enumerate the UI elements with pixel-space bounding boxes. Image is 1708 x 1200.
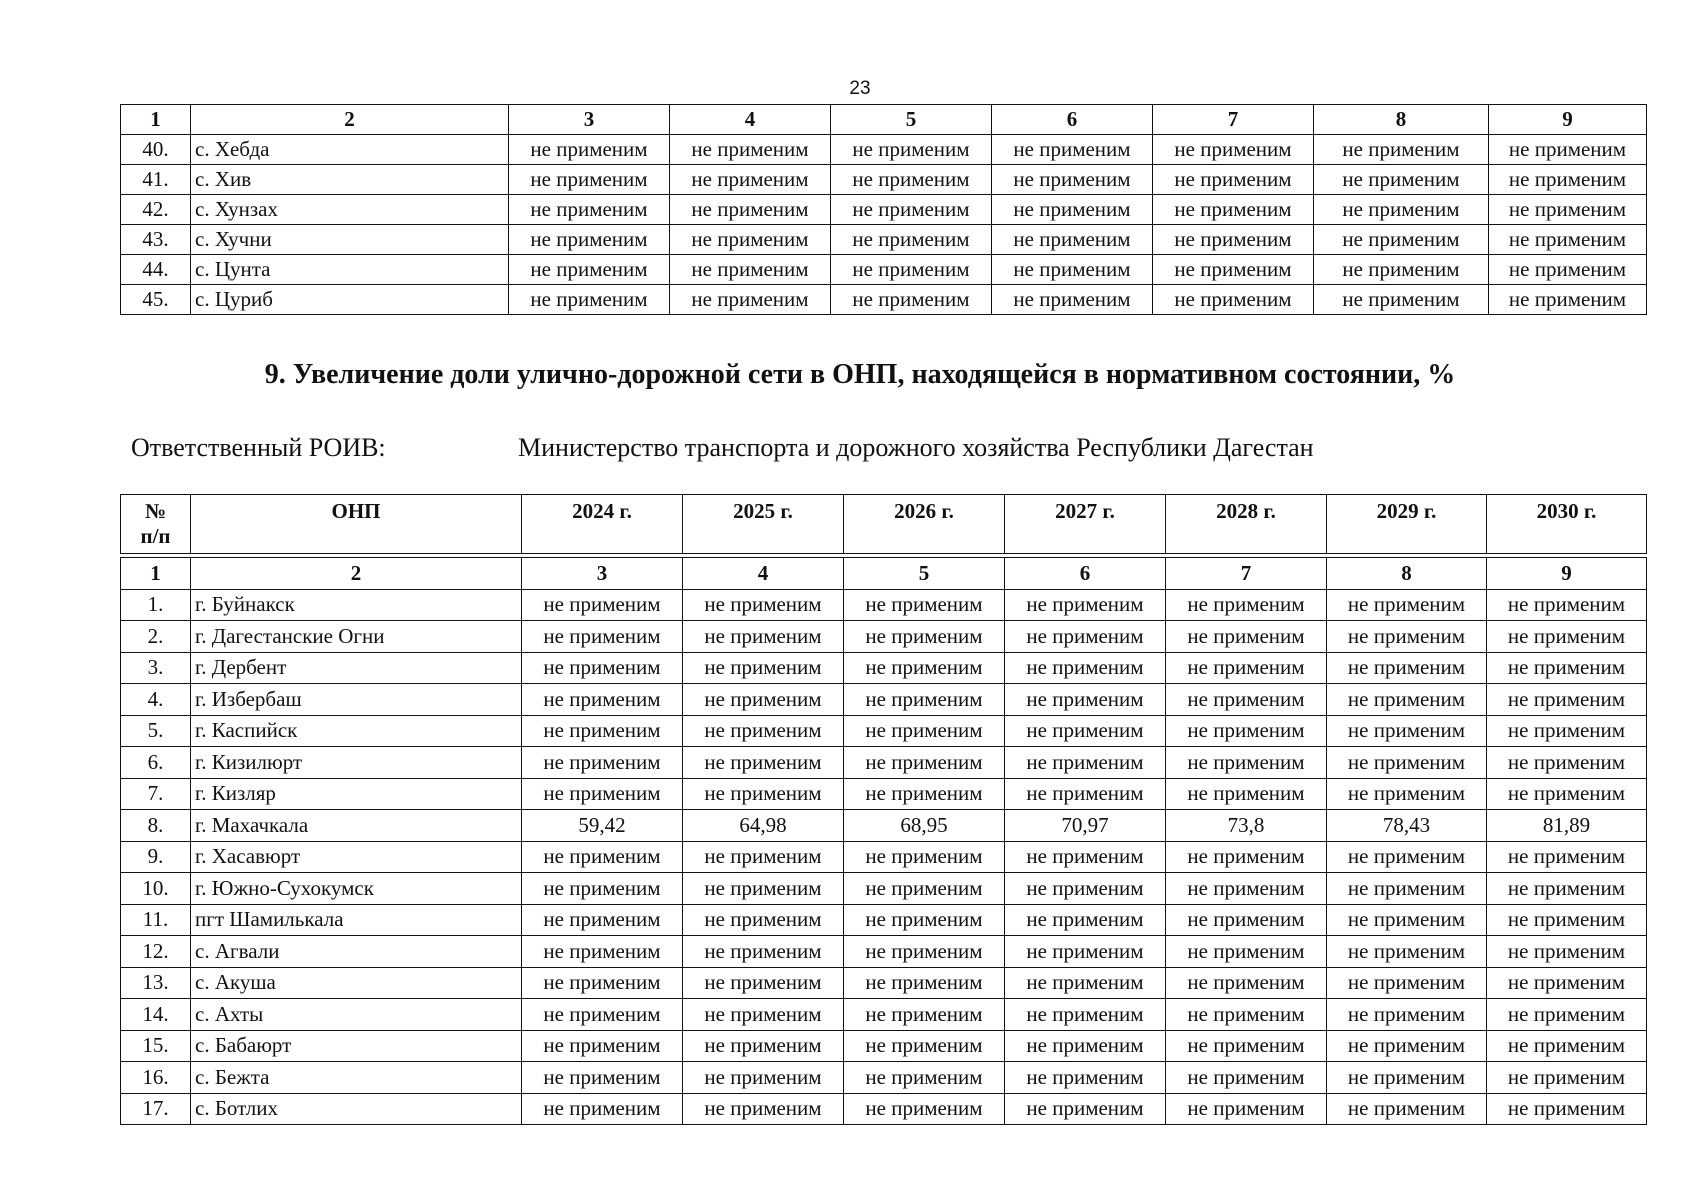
table-row (121, 621, 1647, 653)
table-row (121, 999, 1647, 1031)
value-cell: не применим (1327, 1062, 1487, 1094)
value-cell: не применим (683, 873, 844, 905)
value-cell: не применим (1489, 225, 1647, 255)
value-cell: не применим (670, 285, 831, 315)
table-row (121, 589, 1647, 621)
column-index-row (121, 558, 1647, 590)
settlement-name: с. Ботлих (191, 1093, 522, 1125)
value-cell: не применим (683, 684, 844, 716)
column-index-cell: 9 (1487, 558, 1647, 590)
value-cell: не применим (522, 778, 683, 810)
value-cell: не применим (1487, 778, 1647, 810)
settlement-name: г. Махачкала (191, 810, 522, 842)
value-cell: не применим (831, 255, 992, 285)
value-cell: не применим (844, 1093, 1005, 1125)
column-index-cell: 7 (1166, 558, 1327, 590)
value-cell: не применим (1153, 255, 1314, 285)
value-cell: не применим (1166, 747, 1327, 779)
value-cell: не применим (522, 715, 683, 747)
value-cell: не применим (683, 1030, 844, 1062)
value-cell: не применим (522, 999, 683, 1031)
settlement-name: г. Хасавюрт (191, 841, 522, 873)
value-cell: 78,43 (1327, 810, 1487, 842)
settlement-name: с. Хебда (191, 135, 509, 165)
value-cell: не применим (1327, 715, 1487, 747)
value-cell: не применим (1153, 135, 1314, 165)
value-cell: не применим (992, 195, 1153, 225)
value-cell: не применим (1005, 873, 1166, 905)
value-cell: 64,98 (683, 810, 844, 842)
value-cell: не применим (1166, 841, 1327, 873)
settlement-name: г. Кизилюрт (191, 747, 522, 779)
table-row (121, 255, 1647, 285)
value-cell: не применим (831, 165, 992, 195)
row-number: 3. (121, 652, 191, 684)
table-row (121, 715, 1647, 747)
value-cell: не применим (1005, 936, 1166, 968)
value-cell: не применим (522, 904, 683, 936)
value-cell: не применим (1327, 684, 1487, 716)
column-index-cell: 5 (844, 558, 1005, 590)
column-index-cell: 7 (1153, 105, 1314, 135)
value-cell: не применим (683, 936, 844, 968)
value-cell: не применим (670, 135, 831, 165)
row-number: 43. (121, 225, 191, 255)
settlement-name: пгт Шамилькала (191, 904, 522, 936)
value-cell: не применим (992, 165, 1153, 195)
value-cell: не применим (844, 936, 1005, 968)
column-header: № п/п (121, 495, 191, 554)
value-cell: не применим (1314, 255, 1489, 285)
settlement-name: г. Каспийск (191, 715, 522, 747)
settlement-name: г. Избербаш (191, 684, 522, 716)
value-cell: не применим (683, 715, 844, 747)
value-cell: не применим (831, 135, 992, 165)
value-cell: не применим (1487, 715, 1647, 747)
value-cell: не применим (522, 1093, 683, 1125)
value-cell: не применим (1489, 135, 1647, 165)
value-cell: не применим (509, 285, 670, 315)
value-cell: не применим (1005, 904, 1166, 936)
value-cell: не применим (1153, 225, 1314, 255)
settlement-name: с. Агвали (191, 936, 522, 968)
value-cell: не применим (522, 1062, 683, 1094)
value-cell: не применим (1327, 1093, 1487, 1125)
value-cell: 70,97 (1005, 810, 1166, 842)
value-cell: не применим (1487, 967, 1647, 999)
value-cell: не применим (1314, 135, 1489, 165)
column-header: 2025 г. (683, 495, 844, 554)
row-number: 8. (121, 810, 191, 842)
row-number: 14. (121, 999, 191, 1031)
row-number: 2. (121, 621, 191, 653)
value-cell: не применим (992, 135, 1153, 165)
table-row (121, 904, 1647, 936)
settlement-name: с. Бежта (191, 1062, 522, 1094)
value-cell: не применим (1487, 621, 1647, 653)
value-cell: не применим (831, 225, 992, 255)
value-cell: не применим (831, 285, 992, 315)
value-cell: не применим (1327, 841, 1487, 873)
value-cell: не применим (1005, 841, 1166, 873)
responsible-label: Ответственный РОИВ: (131, 433, 386, 462)
row-number: 5. (121, 715, 191, 747)
value-cell: не применим (844, 778, 1005, 810)
column-index-cell: 5 (831, 105, 992, 135)
table-row (121, 684, 1647, 716)
settlement-name: г. Дагестанские Огни (191, 621, 522, 653)
value-cell: не применим (1487, 1093, 1647, 1125)
settlement-name: г. Дербент (191, 652, 522, 684)
value-cell: не применим (1005, 999, 1166, 1031)
table-row (121, 841, 1647, 873)
value-cell: не применим (1327, 999, 1487, 1031)
main-table-header (120, 494, 1647, 554)
value-cell: не применим (1327, 747, 1487, 779)
value-cell: не применим (992, 255, 1153, 285)
value-cell: не применим (1166, 936, 1327, 968)
settlement-name: г. Южно-Сухокумск (191, 873, 522, 905)
column-index-cell: 6 (992, 105, 1153, 135)
value-cell: не применим (670, 165, 831, 195)
value-cell: не применим (1166, 621, 1327, 653)
value-cell: не применим (1487, 747, 1647, 779)
row-number: 17. (121, 1093, 191, 1125)
value-cell: не применим (1487, 999, 1647, 1031)
value-cell: не применим (1489, 285, 1647, 315)
value-cell: не применим (844, 589, 1005, 621)
value-cell: не применим (1005, 589, 1166, 621)
table-row (121, 747, 1647, 779)
table-row (121, 225, 1647, 255)
value-cell: не применим (844, 715, 1005, 747)
value-cell: не применим (844, 684, 1005, 716)
value-cell: не применим (683, 904, 844, 936)
value-cell: не применим (1005, 715, 1166, 747)
value-cell: 81,89 (1487, 810, 1647, 842)
row-number: 9. (121, 841, 191, 873)
value-cell: не применим (683, 621, 844, 653)
table-row (121, 195, 1647, 225)
value-cell: не применим (522, 684, 683, 716)
value-cell: не применим (1489, 255, 1647, 285)
value-cell: не применим (844, 621, 1005, 653)
value-cell: не применим (670, 225, 831, 255)
value-cell: не применим (844, 841, 1005, 873)
column-header: 2030 г. (1487, 495, 1647, 554)
value-cell: не применим (522, 652, 683, 684)
value-cell: не применим (683, 589, 844, 621)
column-index-cell: 8 (1314, 105, 1489, 135)
value-cell: не применим (509, 255, 670, 285)
table-row (121, 1062, 1647, 1094)
settlement-name: с. Акуша (191, 967, 522, 999)
value-cell: не применим (522, 873, 683, 905)
row-number: 1. (121, 589, 191, 621)
table-row (121, 873, 1647, 905)
value-cell: не применим (992, 225, 1153, 255)
value-cell: не применим (522, 621, 683, 653)
table-row (121, 967, 1647, 999)
row-number: 4. (121, 684, 191, 716)
value-cell: не применим (1327, 778, 1487, 810)
value-cell: не применим (1487, 873, 1647, 905)
value-cell: не применим (1005, 1062, 1166, 1094)
value-cell: не применим (522, 1030, 683, 1062)
value-cell: не применим (844, 999, 1005, 1031)
value-cell: не применим (1166, 589, 1327, 621)
settlement-name: с. Хунзах (191, 195, 509, 225)
value-cell: не применим (522, 589, 683, 621)
value-cell: не применим (522, 841, 683, 873)
row-number: 7. (121, 778, 191, 810)
value-cell: не применим (683, 652, 844, 684)
value-cell: не применим (522, 747, 683, 779)
column-index-row (121, 105, 1647, 135)
column-header: 2029 г. (1327, 495, 1487, 554)
row-number: 41. (121, 165, 191, 195)
row-number: 15. (121, 1030, 191, 1062)
table-row (121, 778, 1647, 810)
value-cell: не применим (1327, 873, 1487, 905)
value-cell: не применим (1487, 841, 1647, 873)
value-cell: не применим (1005, 1093, 1166, 1125)
column-index-cell: 1 (121, 105, 191, 135)
value-cell: не применим (844, 904, 1005, 936)
value-cell: не применим (1005, 747, 1166, 779)
column-index-cell: 8 (1327, 558, 1487, 590)
value-cell: не применим (509, 195, 670, 225)
value-cell: не применим (844, 652, 1005, 684)
value-cell: не применим (522, 936, 683, 968)
column-index-cell: 9 (1489, 105, 1647, 135)
table-row (121, 936, 1647, 968)
column-index-cell: 2 (191, 105, 509, 135)
column-header: 2026 г. (844, 495, 1005, 554)
column-header: ОНП (191, 495, 522, 554)
value-cell: не применим (1153, 195, 1314, 225)
value-cell: не применим (683, 1062, 844, 1094)
value-cell: не применим (670, 255, 831, 285)
value-cell: не применим (509, 165, 670, 195)
value-cell: не применим (1166, 873, 1327, 905)
column-index-cell: 3 (509, 105, 670, 135)
value-cell: не применим (1487, 684, 1647, 716)
value-cell: не применим (1166, 967, 1327, 999)
value-cell: не применим (1166, 904, 1327, 936)
value-cell: не применим (1327, 904, 1487, 936)
settlement-name: с. Цунта (191, 255, 509, 285)
main-table (120, 557, 1647, 1125)
column-index-cell: 3 (522, 558, 683, 590)
settlement-name: с. Хучни (191, 225, 509, 255)
value-cell: не применим (1314, 195, 1489, 225)
table-row (121, 165, 1647, 195)
value-cell: не применим (1489, 195, 1647, 225)
value-cell: 59,42 (522, 810, 683, 842)
page-number: 23 (849, 78, 871, 99)
value-cell: не применим (1314, 225, 1489, 255)
value-cell: не применим (992, 285, 1153, 315)
value-cell: не применим (683, 1093, 844, 1125)
table-row (121, 810, 1647, 842)
table-row (121, 135, 1647, 165)
value-cell: не применим (844, 747, 1005, 779)
value-cell: не применим (683, 967, 844, 999)
value-cell: не применим (1487, 589, 1647, 621)
value-cell: не применим (1487, 904, 1647, 936)
table-row (121, 1030, 1647, 1062)
value-cell: не применим (1166, 1093, 1327, 1125)
value-cell: не применим (844, 1062, 1005, 1094)
value-cell: не применим (1005, 1030, 1166, 1062)
row-number: 45. (121, 285, 191, 315)
value-cell: не применим (844, 967, 1005, 999)
value-cell: не применим (683, 747, 844, 779)
row-number: 10. (121, 873, 191, 905)
row-number: 13. (121, 967, 191, 999)
value-cell: не применим (509, 225, 670, 255)
value-cell: не применим (831, 195, 992, 225)
value-cell: не применим (1005, 621, 1166, 653)
value-cell: 68,95 (844, 810, 1005, 842)
value-cell: не применим (683, 778, 844, 810)
value-cell: не применим (1005, 778, 1166, 810)
value-cell: не применим (1314, 285, 1489, 315)
value-cell: не применим (844, 873, 1005, 905)
row-number: 6. (121, 747, 191, 779)
column-header: 2024 г. (522, 495, 683, 554)
column-index-cell: 4 (670, 105, 831, 135)
value-cell: не применим (1005, 652, 1166, 684)
value-cell: не применим (1327, 936, 1487, 968)
value-cell: не применим (1487, 652, 1647, 684)
value-cell: не применим (1166, 778, 1327, 810)
value-cell: не применим (1166, 684, 1327, 716)
row-number: 44. (121, 255, 191, 285)
value-cell: не применим (1487, 1030, 1647, 1062)
value-cell: не применим (1166, 652, 1327, 684)
settlement-name: с. Цуриб (191, 285, 509, 315)
value-cell: 73,8 (1166, 810, 1327, 842)
column-index-cell: 6 (1005, 558, 1166, 590)
table-row (121, 285, 1647, 315)
value-cell: не применим (1153, 285, 1314, 315)
column-index-cell: 2 (191, 558, 522, 590)
value-cell: не применим (1005, 967, 1166, 999)
value-cell: не применим (1166, 715, 1327, 747)
column-index-cell: 4 (683, 558, 844, 590)
value-cell: не применим (522, 967, 683, 999)
value-cell: не применим (1314, 165, 1489, 195)
settlement-name: с. Бабаюрт (191, 1030, 522, 1062)
value-cell: не применим (509, 135, 670, 165)
value-cell: не применим (1166, 1030, 1327, 1062)
value-cell: не применим (1487, 1062, 1647, 1094)
value-cell: не применим (1153, 165, 1314, 195)
value-cell: не применим (683, 999, 844, 1031)
value-cell: не применим (670, 195, 831, 225)
table-row (121, 652, 1647, 684)
value-cell: не применим (1005, 684, 1166, 716)
value-cell: не применим (1327, 967, 1487, 999)
value-cell: не применим (844, 1030, 1005, 1062)
settlement-name: г. Кизляр (191, 778, 522, 810)
value-cell: не применим (1489, 165, 1647, 195)
column-index-cell: 1 (121, 558, 191, 590)
column-header: 2028 г. (1166, 495, 1327, 554)
row-number: 40. (121, 135, 191, 165)
continued-table (120, 104, 1647, 315)
section-title: 9. Увеличение доли улично-дорожной сети в ОНП, находящейся в нормативном состоянии, % (264, 359, 1456, 390)
value-cell: не применим (1166, 999, 1327, 1031)
row-number: 11. (121, 904, 191, 936)
responsible-value: Министерство транспорта и дорожного хозяйства Республики Дагестан (518, 433, 1314, 462)
value-cell: не применим (1327, 621, 1487, 653)
settlement-name: г. Буйнакск (191, 589, 522, 621)
value-cell: не применим (1487, 936, 1647, 968)
value-cell: не применим (1327, 589, 1487, 621)
value-cell: не применим (1327, 652, 1487, 684)
row-number: 12. (121, 936, 191, 968)
value-cell: не применим (1327, 1030, 1487, 1062)
table-row (121, 1093, 1647, 1125)
row-number: 16. (121, 1062, 191, 1094)
column-header: 2027 г. (1005, 495, 1166, 554)
value-cell: не применим (1166, 1062, 1327, 1094)
settlement-name: с. Ахты (191, 999, 522, 1031)
value-cell: не применим (683, 841, 844, 873)
row-number: 42. (121, 195, 191, 225)
settlement-name: с. Хив (191, 165, 509, 195)
